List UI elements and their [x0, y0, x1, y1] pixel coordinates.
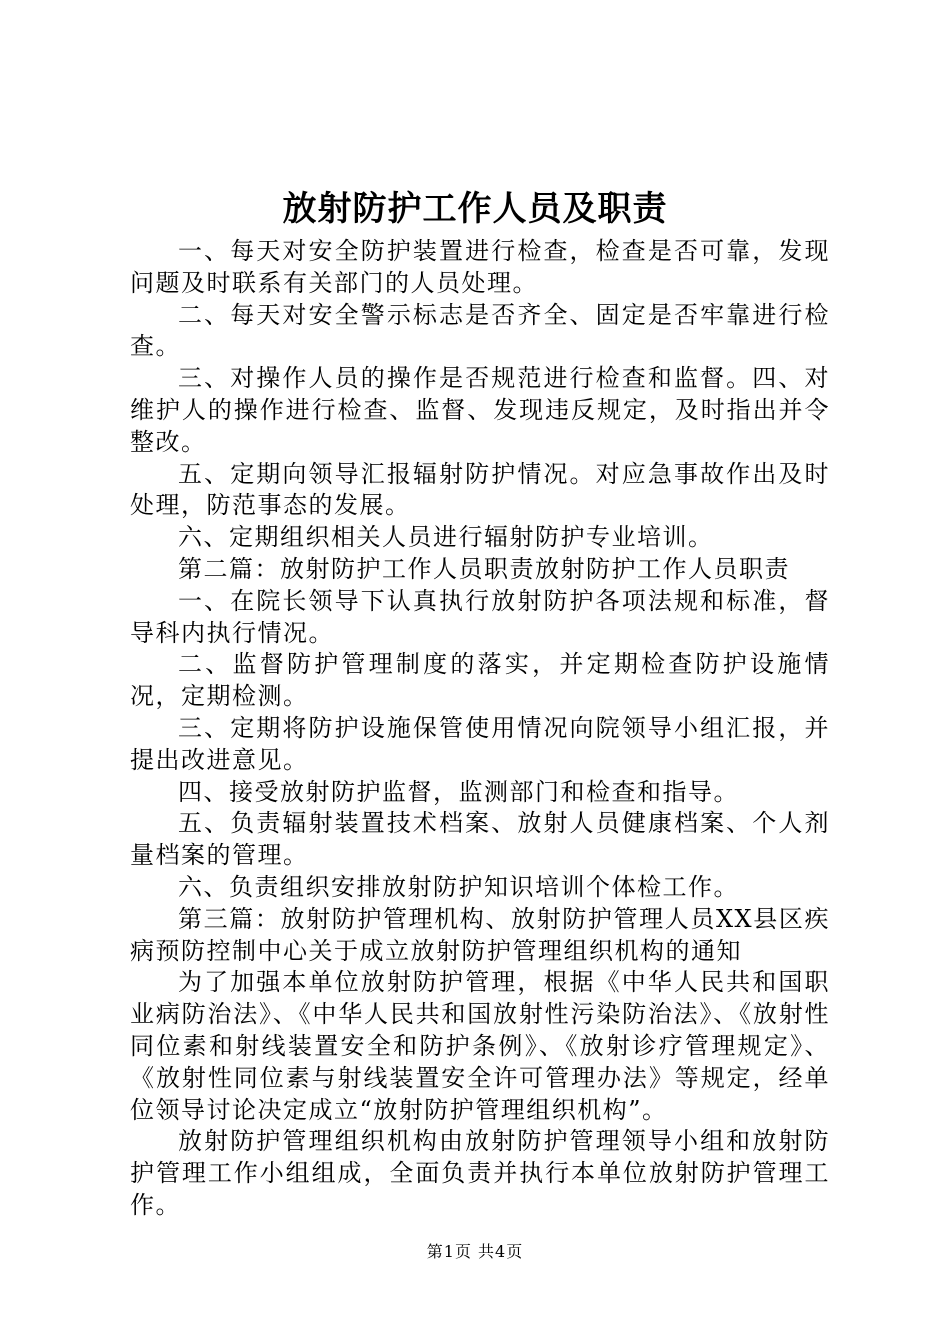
document-title: 放射防护工作人员及职责 — [282, 189, 668, 229]
section-heading: 第三篇：放射防护管理机构、放射防护管理人员XX县区疾病预防控制中心关于成立放射防护管理组织机构的通知 — [130, 904, 830, 965]
paragraph: 四、接受放射防护监督，监测部门和检查和指导。 — [178, 777, 739, 806]
paragraph: 五、负责辐射装置技术档案、放射人员健康档案、个人剂量档案的管理。 — [130, 809, 830, 870]
paragraph: 六、定期组织相关人员进行辐射防护专业培训。 — [178, 523, 714, 552]
paragraph: 二、监督防护管理制度的落实，并定期检查防护设施情况，定期检测。 — [130, 650, 830, 711]
paragraph: 为了加强本单位放射防护管理，根据《中华人民共和国职业病防治法》、《中华人民共和国放射性污染防治法》、《放射性同位素和射线装置安全和防护条例》、《放射诊疗管理规定》、《放射性同位素与射线装置安全许可管理办法》等规定，经单位领导讨论决定成立“放射防护管理组织机构”。 — [130, 968, 830, 1124]
page-number-footer: 第1页 共4页 — [426, 1242, 524, 1261]
paragraph: 六、负责组织安排放射防护知识培训个体检工作。 — [178, 872, 739, 901]
paragraph: 一、每天对安全防护装置进行检查，检查是否可靠，发现问题及时联系有关部门的人员处理。 — [130, 237, 830, 297]
paragraph: 一、在院长领导下认真执行放射防护各项法规和标准，督导科内执行情况。 — [130, 586, 830, 647]
paragraph: 五、定期向领导汇报辐射防护情况。对应急事故作出及时处理，防范事态的发展。 — [130, 459, 830, 520]
paragraph: 二、每天对安全警示标志是否齐全、固定是否牢靠进行检查。 — [130, 300, 830, 361]
paragraph: 三、对操作人员的操作是否规范进行检查和监督。四、对维护人的操作进行检查、监督、发现违反规定，及时指出并令整改。 — [130, 364, 830, 456]
paragraph: 放射防护管理组织机构由放射防护管理领导小组和放射防护管理工作小组组成，全面负责并执行本单位放射防护管理工作。 — [130, 1127, 830, 1219]
paragraph: 三、定期将防护设施保管使用情况向院领导小组汇报，并提出改进意见。 — [130, 713, 830, 774]
document-body — [130, 236, 830, 1222]
section-heading: 第二篇：放射防护工作人员职责放射防护工作人员职责 — [178, 554, 790, 583]
